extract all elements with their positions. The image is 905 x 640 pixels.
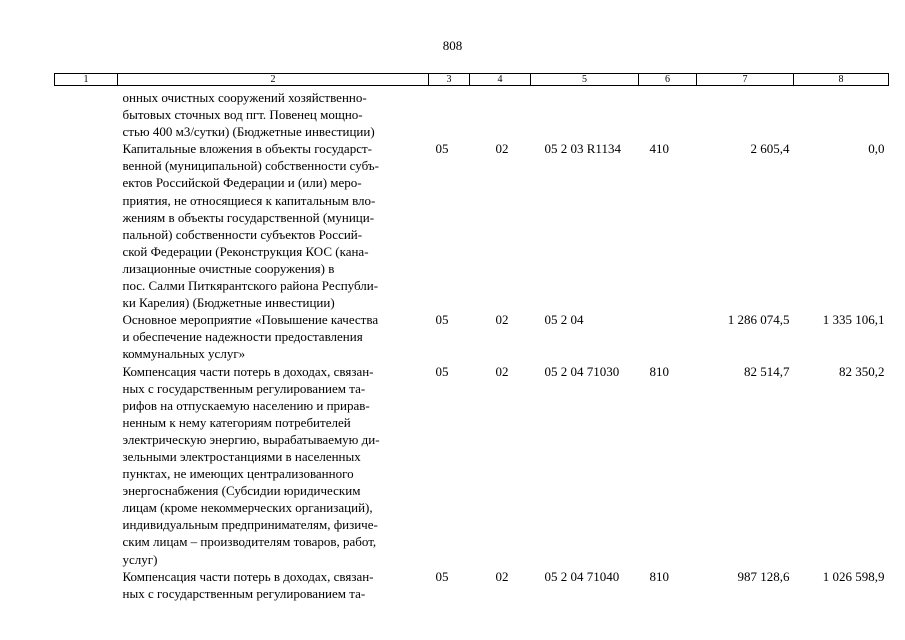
- target-article-cell: 05 2 03 R1134: [544, 141, 621, 157]
- amount-cell-year1: 1 286 074,5: [727, 312, 790, 328]
- column-header-7: 7: [697, 74, 794, 86]
- expense-name-line: лизационные очистные сооружения) в: [122, 260, 335, 276]
- target-article-cell: 05 2 04 71030: [544, 363, 620, 379]
- expense-type-cell: 810: [649, 363, 669, 379]
- expense-name-line: ским лицам – производителям товаров, работ,: [122, 534, 377, 550]
- expense-name-cell: [118, 363, 429, 568]
- empty-cell: [55, 140, 118, 311]
- expense-name-line: и обеспечение надежности предоставления: [122, 329, 363, 345]
- expense-name-line: зельными электростанциями в населенных: [122, 448, 361, 464]
- subsection-code-cell: 02: [495, 568, 509, 584]
- empty-cell: [55, 363, 118, 568]
- expense-type-cell: 810: [649, 568, 669, 584]
- amount-cell-year1: 987 128,6: [737, 568, 790, 584]
- amount-cell-year1: 82 514,7: [744, 363, 790, 379]
- subsection-code-cell: 02: [495, 363, 509, 379]
- expense-name-line: приятия, не относящиеся к капитальным вло-: [122, 192, 376, 208]
- table-row: [55, 140, 889, 311]
- expense-name-line: рифов на отпускаемую населению и прирав-: [122, 397, 370, 413]
- column-header-8: 8: [794, 74, 889, 86]
- expense-name-line: стью 400 м3/сутки) (Бюджетные инвестиции): [122, 124, 375, 140]
- table-row: [55, 568, 889, 602]
- column-number-header-row: [55, 74, 889, 86]
- column-header-3: 3: [429, 74, 470, 86]
- expense-name-cell: [118, 568, 429, 602]
- amount-cell-year1: [697, 86, 794, 141]
- expense-name-line: Компенсация части потерь в доходах, связан-: [122, 568, 374, 584]
- empty-cell: [55, 86, 118, 141]
- expense-name-line: ской Федерации (Реконструкция КОС (кана-: [122, 243, 369, 259]
- column-header-2: 2: [118, 74, 429, 86]
- empty-cell: [55, 311, 118, 362]
- column-header-4: 4: [470, 74, 531, 86]
- expense-name-line: ектов Российской Федерации и (или) меро-: [122, 175, 362, 191]
- expense-name-line: пальной) собственности субъектов Россий-: [122, 226, 363, 242]
- expense-name-line: ненным к нему категориям потребителей: [122, 414, 351, 430]
- section-code-cell: 05: [435, 363, 449, 379]
- budget-table: [54, 73, 889, 602]
- page-number: 808: [442, 38, 463, 53]
- expense-name-cell: [118, 140, 429, 311]
- expense-name-line: пос. Салми Питкярантского района Республи-: [122, 278, 379, 294]
- amount-cell-year1: 2 605,4: [750, 141, 790, 157]
- expense-name-line: Компенсация части потерь в доходах, связан-: [122, 363, 374, 379]
- expense-name-line: венной (муниципальной) собственности субъ-: [122, 158, 379, 174]
- section-code-cell: 05: [435, 568, 449, 584]
- table-row: [55, 311, 889, 362]
- subsection-code-cell: 02: [495, 312, 509, 328]
- table-row: [55, 86, 889, 141]
- expense-name-line: индивидуальным предпринимателям, физиче-: [122, 517, 378, 533]
- amount-cell-year2: 1 335 106,1: [822, 312, 885, 328]
- expense-name-line: онных очистных сооружений хозяйственно-: [122, 90, 367, 105]
- subsection-code-cell: [470, 86, 531, 141]
- expense-name-line: ных с государственным регулированием та-: [122, 585, 366, 601]
- amount-cell-year2: 0,0: [868, 141, 885, 157]
- target-article-cell: 05 2 04 71040: [544, 568, 620, 584]
- expense-name-cell: [118, 311, 429, 362]
- table-row: [55, 363, 889, 568]
- column-header-1: 1: [55, 74, 118, 86]
- subsection-code-cell: 02: [495, 141, 509, 157]
- section-code-cell: [429, 86, 470, 141]
- column-header-5: 5: [531, 74, 639, 86]
- expense-name-line: Капитальные вложения в объекты государст-: [122, 141, 372, 157]
- expense-name-line: ных с государственным регулированием та-: [122, 380, 366, 396]
- expense-name-line: Основное мероприятие «Повышение качества: [122, 312, 379, 328]
- expense-name-line: энергоснабжения (Субсидии юридическим: [122, 483, 361, 499]
- expense-name-line: ки Карелия) (Бюджетные инвестиции): [122, 295, 335, 311]
- amount-cell-year2: 1 026 598,9: [822, 568, 885, 584]
- expense-name-line: услуг): [122, 551, 158, 567]
- expense-type-cell: [639, 311, 697, 362]
- section-code-cell: 05: [435, 312, 449, 328]
- expense-name-line: бытовых сточных вод пгт. Повенец мощно-: [122, 107, 363, 123]
- expense-type-cell: 410: [649, 141, 669, 157]
- target-article-cell: 05 2 04: [544, 312, 584, 328]
- expense-name-line: коммунальных услуг»: [122, 346, 246, 362]
- amount-cell-year2: [794, 86, 889, 141]
- expense-type-cell: [639, 86, 697, 141]
- expense-name-line: жениям в объекты государственной (муници-: [122, 209, 375, 225]
- target-article-cell: [531, 86, 639, 141]
- expense-name-line: лицам (кроме некоммерческих организаций),: [122, 500, 373, 516]
- empty-cell: [55, 568, 118, 602]
- expense-name-line: электрическую энергию, вырабатываемую ди-: [122, 431, 380, 447]
- section-code-cell: 05: [435, 141, 449, 157]
- column-header-6: 6: [639, 74, 697, 86]
- expense-name-cell: [118, 86, 429, 141]
- expense-name-line: пунктах, не имеющих централизованного: [122, 466, 354, 482]
- amount-cell-year2: 82 350,2: [839, 363, 885, 379]
